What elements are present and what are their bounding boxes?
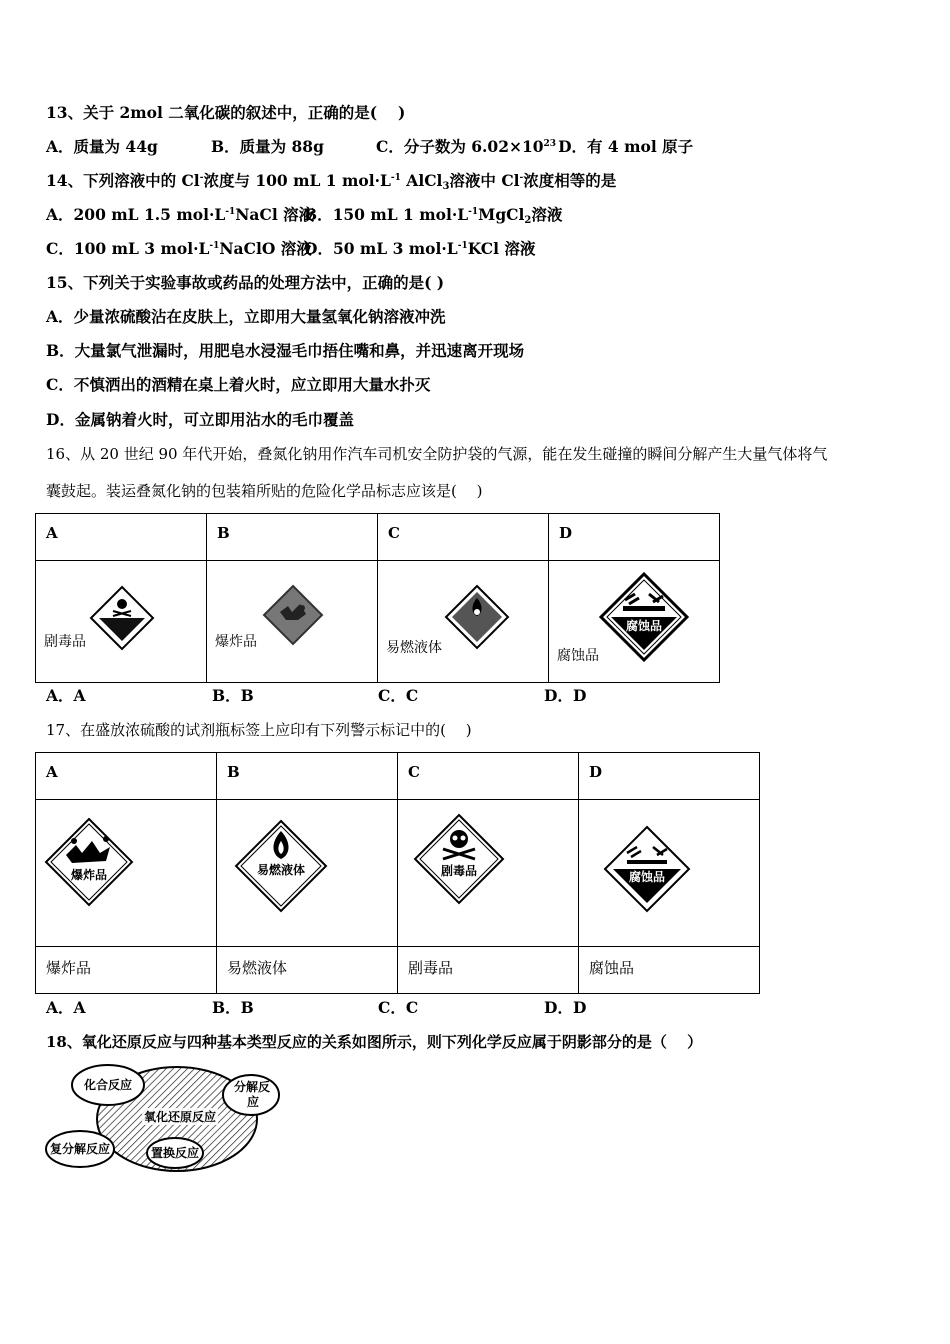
q17-footer-c: 剧毒品: [398, 947, 579, 994]
q17-header-a: A: [36, 753, 217, 800]
q17-sign-c-label: 剧毒品: [440, 864, 478, 878]
q13-option-c[interactable]: C．分子数为 $6.02\times 10^{23}$: [376, 137, 557, 156]
q17-sign-d-label: 腐蚀品: [628, 870, 666, 884]
q16-sign-table: [35, 513, 720, 683]
reaction-venn-diagram: [44, 1063, 284, 1175]
explosive-sign-icon: [262, 584, 324, 646]
q17-option-a[interactable]: A．A: [46, 998, 86, 1017]
q13-option-d[interactable]: D．有 4 mol 原子: [558, 137, 694, 156]
q14-options-cd: [46, 239, 535, 259]
corrosive-sign-icon: [599, 572, 689, 662]
q16-header-d: D: [549, 514, 720, 561]
venn-double-displacement-label: 复分解反应: [49, 1142, 111, 1156]
q17-option-d[interactable]: D．D: [544, 998, 587, 1017]
q17-sign-b-label: 易燃液体: [256, 863, 306, 877]
q16-header-a: A: [36, 514, 207, 561]
q16-stem-line2: 囊鼓起。装运叠氮化钠的包装箱所贴的危险化学品标志应该是( ): [46, 482, 483, 500]
venn-decomposition-label-2: 应: [246, 1095, 260, 1109]
q17-option-b[interactable]: B．B: [212, 998, 254, 1017]
q16-cell-a: [36, 561, 207, 683]
venn-decomposition-label-1: 分解反: [233, 1080, 271, 1094]
q16-option-d[interactable]: D．D: [544, 686, 587, 705]
q16-option-c[interactable]: C．C: [378, 686, 419, 705]
flame-sign-icon: [444, 584, 510, 650]
q17-option-c[interactable]: C．C: [378, 998, 419, 1017]
q16-caption-b: 爆炸品: [215, 634, 257, 650]
toxic-sign-icon: [413, 813, 505, 905]
q16-caption-c: 易燃液体: [386, 640, 442, 656]
q16-cell-b: [207, 561, 378, 683]
q16-cell-d: [549, 561, 720, 683]
q16-caption-d: 腐蚀品: [557, 648, 599, 664]
q17-cell-b: [217, 800, 398, 947]
q13-options: [46, 137, 693, 157]
q16-option-a[interactable]: A．A: [46, 686, 86, 705]
q15-option-b[interactable]: B．大量氯气泄漏时，用肥皂水浸湿毛巾捂住嘴和鼻，并迅速离开现场: [46, 341, 525, 360]
q17-cell-d: [579, 800, 760, 947]
q15-stem: 15、下列关于实验事故或药品的处理方法中，正确的是( ): [46, 273, 445, 292]
q17-footer-b: 易燃液体: [217, 947, 398, 994]
q14-option-b[interactable]: B．150 mL 1 $mol\cdot L^{-1}MgCl_2$溶液: [304, 205, 563, 226]
q16-option-b[interactable]: B．B: [212, 686, 254, 705]
q18-stem: 18、氧化还原反应与四种基本类型反应的关系如图所示，则下列化学反应属于阴影部分的是（ ）: [46, 1033, 703, 1051]
q14-option-c[interactable]: C．100 mL 3 $mol\cdot L^{-1}NaClO$ 溶液: [46, 239, 312, 258]
q17-options: [46, 998, 586, 1018]
q17-footer-d: 腐蚀品: [579, 947, 760, 994]
q16-stem-line1: 16、从 20 世纪 90 年代开始，叠氮化钠用作汽车司机安全防护袋的气源，能在发生碰撞的瞬间分解产生大量气体将气: [46, 445, 828, 463]
q17-sign-table: [35, 752, 760, 994]
q13-stem: 13、关于 2mol 二氧化碳的叙述中，正确的是( ): [46, 103, 406, 122]
q17-header-d: D: [579, 753, 760, 800]
q16-header-c: C: [378, 514, 549, 561]
q15-option-d[interactable]: D．金属钠着火时，可立即用沾水的毛巾覆盖: [46, 410, 354, 429]
q16-options: [46, 686, 586, 706]
explosive-sign-icon: [44, 817, 134, 907]
q17-stem: 17、在盛放浓硫酸的试剂瓶标签上应印有下列警示标记中的( ): [46, 721, 472, 739]
venn-center-label: 氧化还原反应: [143, 1110, 217, 1124]
q14-stem: 14、下列溶液中的 Cl-浓度与 100 mL 1 $mol\cdot L^{-1}$ AlCl$_3$溶液中 Cl-浓度相等的是: [46, 171, 617, 192]
q15-option-a[interactable]: A．少量浓硫酸沾在皮肤上，立即用大量氢氧化钠溶液冲洗: [46, 307, 446, 326]
venn-combination-label: 化合反应: [83, 1078, 133, 1092]
q17-cell-c: [398, 800, 579, 947]
q16-sign-d-label: 腐蚀品: [625, 619, 663, 633]
toxic-sign-icon: [89, 585, 155, 651]
q17-header-c: C: [398, 753, 579, 800]
q17-header-b: B: [217, 753, 398, 800]
q16-header-b: B: [207, 514, 378, 561]
corrosive-sign-icon: [603, 825, 691, 913]
flame-sign-icon: [234, 819, 328, 913]
q13-option-a[interactable]: A．质量为 44g: [46, 137, 158, 156]
q14-option-a[interactable]: A．200 mL 1.5 $mol\cdot L^{-1}NaCl$ 溶液: [46, 205, 315, 224]
q16-caption-a: 剧毒品: [44, 634, 86, 650]
q14-option-d[interactable]: D．50 mL 3 $mol\cdot L^{-1}KCl$ 溶液: [304, 239, 536, 258]
q16-cell-c: [378, 561, 549, 683]
q15-option-c[interactable]: C．不慎洒出的酒精在桌上着火时，应立即用大量水扑灭: [46, 375, 431, 394]
q17-sign-a-label: 爆炸品: [70, 868, 108, 882]
q17-footer-a: 爆炸品: [36, 947, 217, 994]
venn-displacement-label: 置换反应: [150, 1146, 200, 1160]
q13-option-b[interactable]: B．质量为 88g: [211, 137, 324, 156]
q14-options-ab: [46, 205, 562, 225]
q17-cell-a: [36, 800, 217, 947]
